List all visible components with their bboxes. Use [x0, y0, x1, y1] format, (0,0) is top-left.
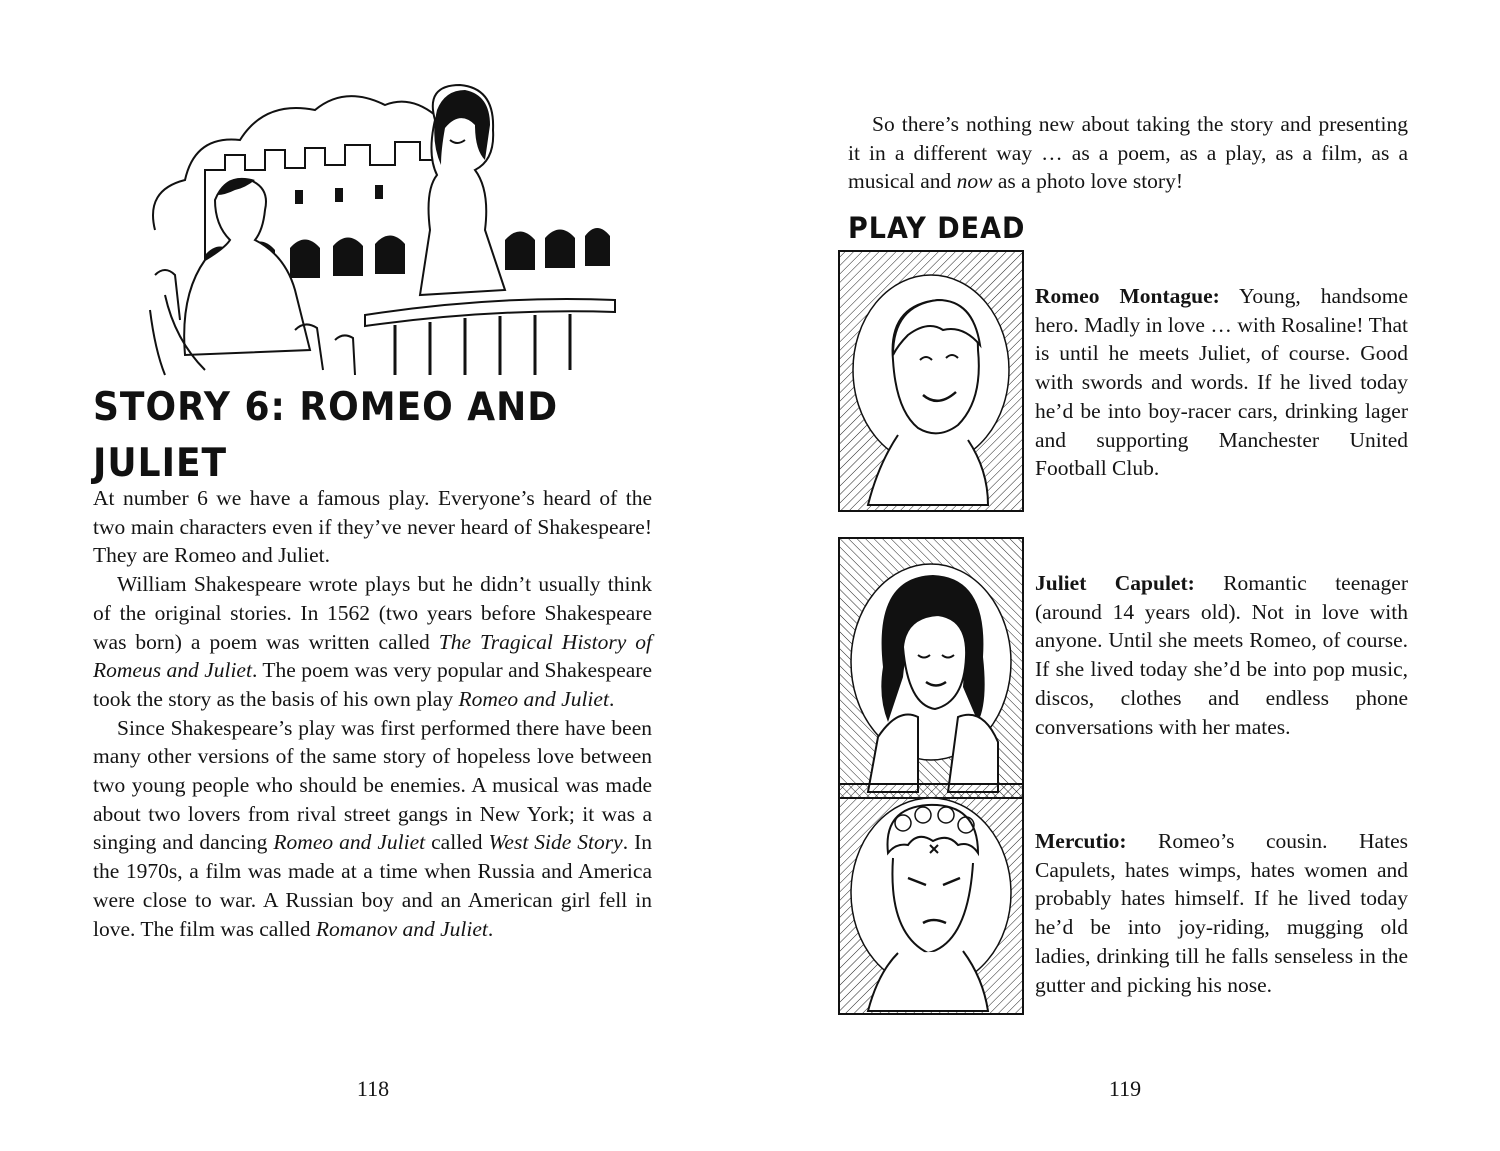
balcony-scene-illustration	[145, 80, 625, 380]
character-name: Juliet Capulet:	[1035, 571, 1195, 595]
character-name: Mercutio:	[1035, 829, 1127, 853]
character-entry-mercutio	[838, 783, 1408, 1045]
mercutio-portrait	[838, 783, 1024, 1045]
section-title: PLAY DEAD	[848, 212, 1026, 246]
story-title: STORY 6: ROMEO AND JULIET	[93, 385, 559, 486]
character-entry-romeo	[838, 250, 1408, 512]
intro-paragraph: So there’s nothing new about taking the story and presenting it in a different way … as a poem, as a play, as a film, as a musical and now as a photo love story!	[848, 112, 1408, 194]
character-description: Romeo’s cousin. Hates Capulets, hates wimps, hates women and probably hates himself. If he lived today he’d be into joy-riding, mugging old ladies, drinking till he falls senseless in the gutter and picking his nose.	[1035, 829, 1408, 997]
character-name: Romeo Montague:	[1035, 284, 1220, 308]
paragraph-2: William Shakespeare wrote plays but he didn’t usually think of the original stories. In 1562 (two years before Shakespeare was born) a poem was written called The Tragical History of Romeus and Juliet. The poem was very popular and Shakespeare took the story as the basis of his own play Romeo and Juliet.	[93, 572, 652, 711]
juliet-portrait	[838, 537, 1024, 799]
character-entry-juliet	[838, 537, 1408, 799]
left-body-text	[93, 484, 652, 943]
character-description: Young, handsome hero. Madly in love … with Rosaline! That is until he meets Juliet, of course. Good with swords and words. If he lived today he’d be into boy-racer cars, drinking lager and supporting Manchester United Football Club.	[1035, 284, 1408, 481]
character-description: Romantic teenager (around 14 years old). Not in love with anyone. Until she meets Romeo, of course. If she lived today she’d be into pop music, discos, clothes and endless phone conversations with her mates.	[1035, 571, 1408, 739]
paragraph-1: At number 6 we have a famous play. Everyone’s heard of the two main characters even if they’ve never heard of Shakespeare! They are Romeo and Juliet.	[93, 486, 652, 568]
romeo-portrait	[838, 250, 1024, 512]
paragraph-3: Since Shakespeare’s play was first performed there have been many other versions of the same story of hopeless love between two young people who should be enemies. A musical was made about two lovers from rival street gangs in New York; it was a singing and dancing Romeo and Juliet called West Side Story. In the 1970s, a film was made at a time when Russia and America were close to war. A Russian boy and an American girl fell in love. The film was called Romanov and Juliet.	[93, 715, 652, 941]
page-number: 119	[1108, 1076, 1142, 1101]
page-number: 118	[356, 1076, 390, 1101]
